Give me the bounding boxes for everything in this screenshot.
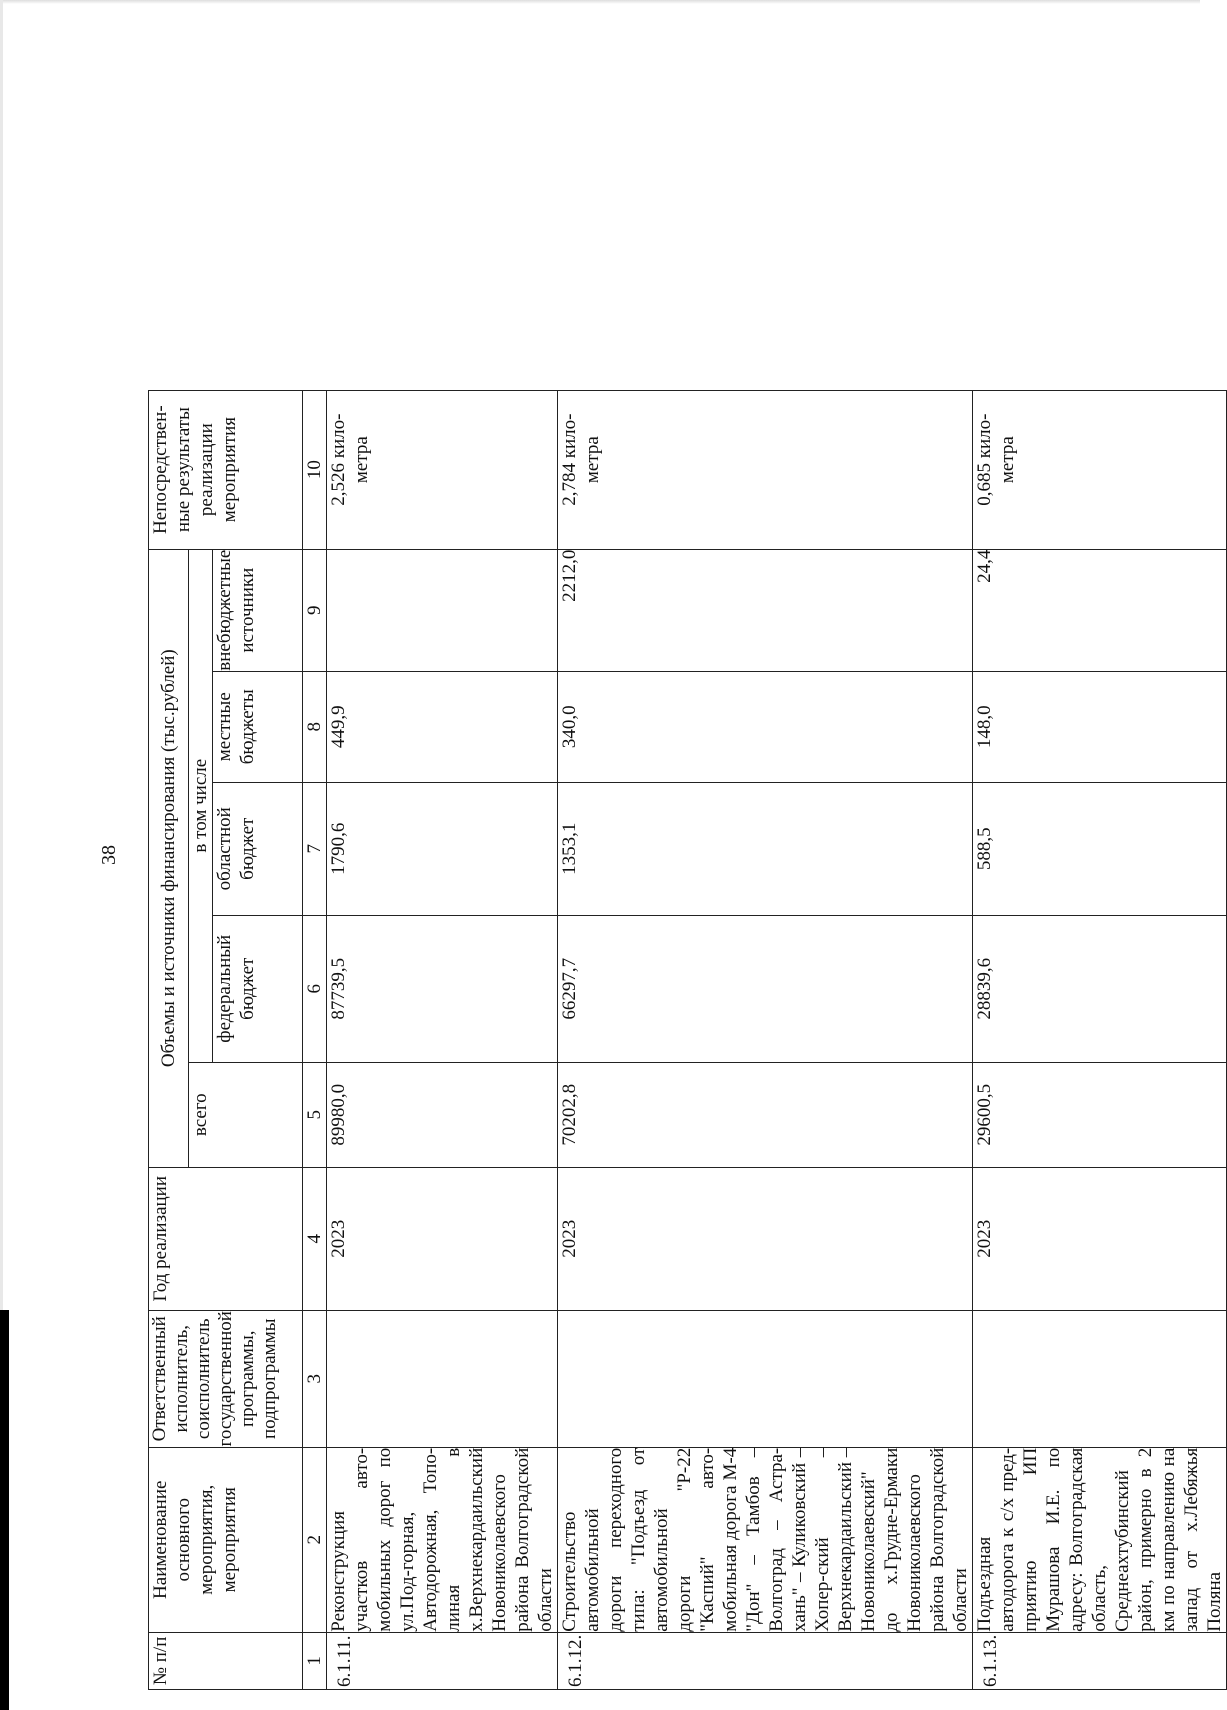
financing-table (148, 390, 1227, 1690)
row-no: 6.1.12. (558, 1632, 973, 1689)
header-financing: Объемы и источники финансирования (тыс.рублей) (149, 549, 189, 1167)
row-no: 6.1.11. (327, 1632, 558, 1689)
header-name: Наименование основного мероприятия, мероприятия (149, 1447, 303, 1632)
row-responsible (558, 1310, 973, 1447)
row-offbudget (327, 549, 558, 671)
row-local: 449,9 (327, 671, 558, 782)
header-total: всего (189, 1062, 303, 1167)
header-offbudget: внебюджетные источники (213, 549, 303, 671)
header-including: в том числе (189, 549, 213, 1062)
row-regional: 588,5 (973, 782, 1227, 915)
row-result: 2,526 кило-метра (327, 390, 558, 549)
row-year: 2023 (327, 1167, 558, 1310)
header-no: № п/п (149, 1632, 303, 1689)
column-number: 6 (303, 915, 327, 1062)
column-number: 3 (303, 1310, 327, 1447)
page-number: 38 (98, 845, 120, 865)
row-offbudget: 2212,0 (558, 549, 973, 671)
row-responsible (327, 1310, 558, 1447)
header-responsible: Ответственный исполнитель, соисполнитель государственной программы, подпрограммы (149, 1310, 303, 1447)
row-name: Подъездная автодорога к с/х пред-приятию ИП Мурашова И.Е. по адресу: Волгоградская область, Среднеахтубинский район, примерно в 2 км по направлению на запад от х.Лебяжья Поляна (974, 1447, 1225, 1632)
row-name: Реконструкция участков авто-мобильных дорог по ул.Под-горная, Автодорожная, Топо-линая в х.Верхнекардаильский Новониколаевского района Волгоградской области (328, 1447, 556, 1632)
header-regional: областной бюджет (213, 782, 303, 915)
column-number: 2 (303, 1447, 327, 1632)
header-year: Год реализации (149, 1167, 303, 1310)
row-name: Строительство автомобильной дороги переходного типа: "Подъезд от автомобильной дороги "Р-22 "Каспий" авто-мобильная дорога М-4 "Дон" – Тамбов – Волгоград – Астра-хань" – Куликовский – Хопер-ский – Верхнекардаильский – Новониколаевский" до х.Грудне-Ермаки Новониколаевского района Волгоградской области (559, 1447, 971, 1632)
row-year: 2023 (973, 1167, 1227, 1310)
row-year: 2023 (558, 1167, 973, 1310)
header-results: Непосредствен-ные результаты реализации мероприятия (149, 390, 303, 549)
row-offbudget: 24,4 (973, 549, 1227, 671)
table-row (973, 390, 1227, 1689)
row-local: 148,0 (973, 671, 1227, 782)
row-result: 2,784 кило-метра (558, 390, 973, 549)
row-federal: 87739,5 (327, 915, 558, 1062)
table-row (558, 390, 973, 1689)
header-local: местные бюджеты (213, 671, 303, 782)
row-total: 89980,0 (327, 1062, 558, 1167)
row-total: 29600,5 (973, 1062, 1227, 1167)
row-local: 340,0 (558, 671, 973, 782)
table-row (327, 390, 558, 1689)
row-federal: 66297,7 (558, 915, 973, 1062)
header-federal: федеральный бюджет (213, 915, 303, 1062)
row-regional: 1790,6 (327, 782, 558, 915)
column-number: 7 (303, 782, 327, 915)
column-number: 8 (303, 671, 327, 782)
row-result: 0,685 кило-метра (973, 390, 1227, 549)
column-number: 9 (303, 549, 327, 671)
column-number: 1 (303, 1632, 327, 1689)
row-regional: 1353,1 (558, 782, 973, 915)
column-number: 4 (303, 1167, 327, 1310)
row-no: 6.1.13. (973, 1632, 1227, 1689)
column-number: 5 (303, 1062, 327, 1167)
row-total: 70202,8 (558, 1062, 973, 1167)
column-number: 10 (303, 390, 327, 549)
row-federal: 28839,6 (973, 915, 1227, 1062)
row-responsible (973, 1310, 1227, 1447)
